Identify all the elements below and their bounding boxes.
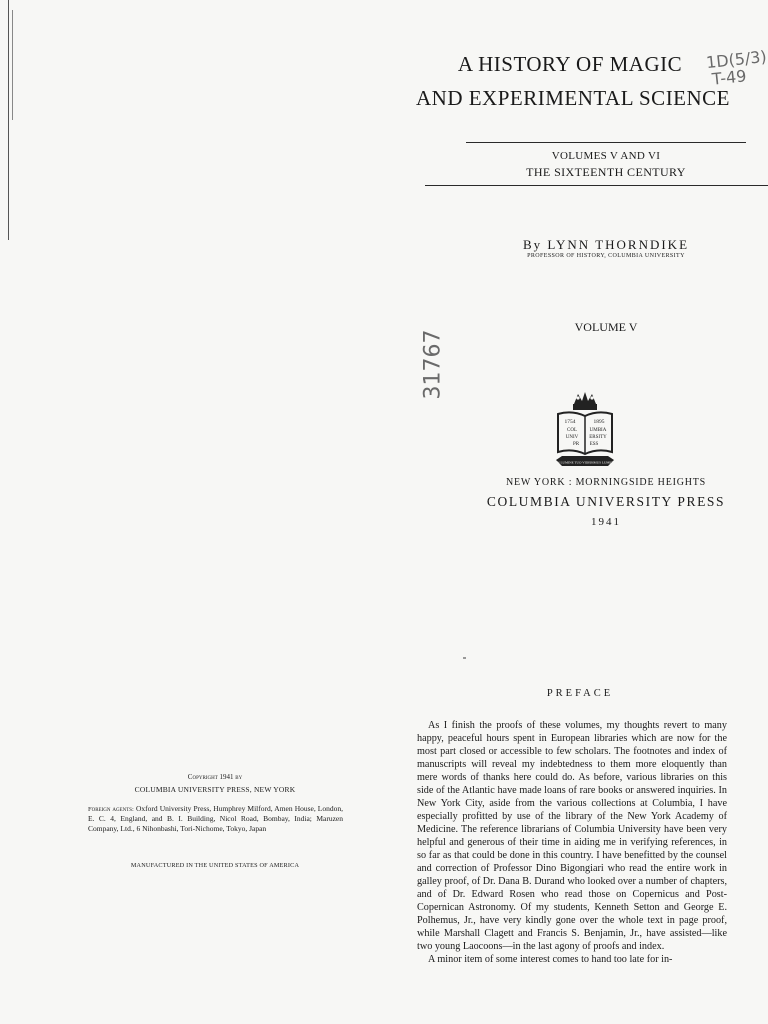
book-title-line-1: A HISTORY OF MAGIC xyxy=(457,52,683,76)
preface-paragraph-1: As I finish the proofs of these volumes, my thoughts revert to many happy, peaceful hours spent in European libraries which are now for the most part closed or accessible to few scholars. The footnotes and index of manuscripts will reveal my indebtedness to them more eloquently than mere words of thanks here could do. As before, various libraries on this side of the Atlantic have made loans of rare books or answered inquiries. In New York City, aside from the various collections at Columbia, I have especially profitted by use of the library of the New York Academy of Medicine. The reference librarians of Columbia University have been very helpful and generous of their time in aiding me in verifying references, in so far as that could be done in this country. I have benefitted by the counsel and correction of Professor Dino Bigongiari who read the entire work in galley proof, of Dr. Dana B. Durand who looked over a number of chapters, and of Dr. Edward Rosen who read those on Copernicus and Post-Copernican Astronomy. Of my students, Kenneth Setton and George E. Polhemus, Jr., have very kindly gone over the whole text in page proof, while Marshall Clagett and Francis S. Benjamin, Jr., have assisted—like two young Laocoons—in the last agony of proofs and index. xyxy=(417,720,727,952)
book-title-line-2: AND EXPERIMENTAL SCIENCE xyxy=(415,86,731,110)
preface-heading: PREFACE xyxy=(546,688,614,699)
scan-edge-line xyxy=(8,0,9,240)
seal-word-1: COL xyxy=(567,428,577,433)
rule-bottom xyxy=(425,185,768,186)
manufactured-notice: MANUFACTURED IN THE UNITED STATES OF AMERICA xyxy=(130,862,300,869)
seal-word-3: UNIV xyxy=(565,435,579,440)
preface-body xyxy=(417,719,727,966)
seal-word-6: ESS xyxy=(589,442,599,447)
volumes-line: VOLUMES V AND VI xyxy=(551,150,661,162)
publication-year: 1941 xyxy=(591,516,621,528)
foreign-agents-label: Foreign agents: xyxy=(88,806,134,813)
author-title: PROFESSOR OF HISTORY, COLUMBIA UNIVERSITY xyxy=(527,253,685,259)
scan-speck xyxy=(463,657,466,659)
preface-paragraph-2: A minor item of some interest comes to hand too late for in- xyxy=(428,954,673,965)
handwritten-shelfmark: 1D(5/3) xyxy=(705,46,768,73)
author-line: By LYNN THORNDIKE xyxy=(522,237,690,252)
handwritten-shelfmark-2: T-49 xyxy=(711,66,748,89)
seal-word-5: PR xyxy=(572,442,580,447)
foreign-agents-text: Oxford University Press, Humphrey Milford, Amen House, London, E. C. 4, England, and B. I. Building, Nicol Road, Bombay, India; Maruzen Company, Ltd., 6 Nihonbashi, Tori-Nichome, Tokyo, Japan xyxy=(88,804,344,833)
copyright-holder: COLUMBIA UNIVERSITY PRESS, NEW YORK xyxy=(134,785,296,794)
handwritten-accession-number: 31767 xyxy=(420,329,446,400)
publisher-name: COLUMBIA UNIVERSITY PRESS xyxy=(486,494,726,509)
columbia-university-press-seal xyxy=(552,390,618,470)
publisher-place: NEW YORK : MORNINGSIDE HEIGHTS xyxy=(505,477,707,488)
rule-top xyxy=(466,142,746,143)
copyright-line: Copyright 1941 by xyxy=(187,773,243,781)
seal-year-right: 1895 xyxy=(593,419,605,425)
foreign-agents xyxy=(88,804,343,833)
volume-label: VOLUME V xyxy=(574,320,638,334)
scan-edge-line-2 xyxy=(12,10,13,120)
seal-word-2: UMBIA xyxy=(589,428,607,433)
seal-word-4: ERSITY xyxy=(589,435,607,440)
century-line: THE SIXTEENTH CENTURY xyxy=(526,165,686,179)
seal-year-left: 1754 xyxy=(564,419,576,425)
seal-motto: IN LUMINE TUO VIDEBIMUS LUMEN xyxy=(556,460,614,465)
